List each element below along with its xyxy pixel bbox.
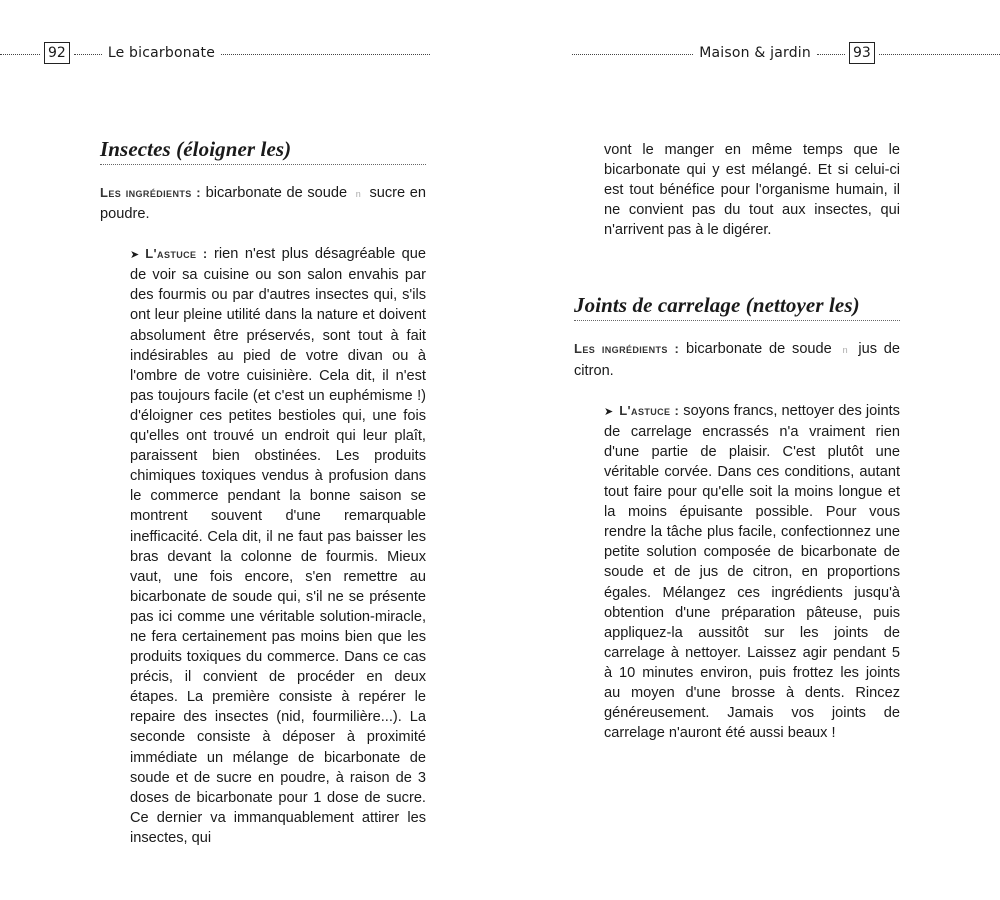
section-heading-insectes: Insectes (éloigner les) bbox=[100, 136, 426, 165]
header-dotted-leader bbox=[0, 54, 40, 55]
left-page-column bbox=[100, 136, 426, 848]
header-dotted-leader bbox=[817, 54, 845, 55]
astuce-text: soyons francs, nettoyer des joints de carrelage encrassés n'a vraiment rien d'une partie de plaisir. C'est plutôt une véritable corvée. Dans ces conditions, autant tout faire pour qu'elle soit la moins longue et la moins épuisante possible. Pour vous rendre la tâche plus facile, confectionnez une petite solution composée de bicarbonate de soude et de jus de citron, en proportions égales. Mélangez ces ingrédients jusqu'à obtention d'une préparation pâteuse, puis appliquez-la aussitôt sur les joints de carrelage à nettoyer. Laissez agir pendant 5 à 10 minutes environ, puis frottez les joints au moyen d'une brosse à dents. Rincez généreusement. Jamais vos joints de carrelage n'auront été aussi beaux ! bbox=[604, 402, 900, 742]
astuce-label: L'astuce : bbox=[619, 402, 680, 418]
astuce-text: rien n'est plus désagréable que de voir sa cuisine ou son salon envahis par des fourmis ou par d'autres insectes qui, s'ils ont leur pleine utilité dans la nature et doivent absolument être préservés, sont tout à fait indésirables au pied de votre divan ou à l'ombre de votre cuisinière. Cela dit, il n'est pas toujours facile (et c'est un euphémisme !) d'éloigner ces petites bestioles qui, une fois qu'elles ont trouvé un endroit qui leur plaît, paraissent bien obstinées. Les produits chimiques toxiques vendus à profusion dans le commerce pendant la bonne saison se montrent souvent d'une remarquable inefficacité. Cela dit, il ne faut pas baisser les bras devant la colonne de fourmis. Mieux vaut, une fois encore, s'en remettre au bicarbonate de soude qui, s'il ne se présente pas ici comme une véritable solution-miracle, ne fera certainement pas moins bien que les produits toxiques du commerce. Dans ce cas précis, il convient de procéder en deux étapes. La première consiste à repérer le repaire des insectes (nid, fourmilière...). La seconde consiste à déposer à proximité immédiate un mélange de bicarbonate de soude et de sucre en poudre, à raison de 3 doses de bicarbonate pour 1 dose de sucre. Ce dernier va immanquablement attirer les insectes, qui bbox=[130, 246, 426, 846]
ingredients-label: Les ingrédients : bbox=[100, 185, 201, 200]
ingredients-paragraph bbox=[100, 183, 426, 224]
header-dotted-leader bbox=[221, 54, 430, 55]
ingredients-paragraph bbox=[574, 339, 900, 380]
left-running-title: Le bicarbonate bbox=[107, 45, 216, 61]
arrow-bullet-icon: ➤ bbox=[604, 405, 614, 418]
right-running-title: Maison & jardin bbox=[699, 45, 811, 61]
right-page-column bbox=[574, 140, 900, 743]
arrow-bullet-icon: ➤ bbox=[130, 249, 140, 262]
ingredient-separator: n bbox=[355, 189, 361, 199]
right-page-number: 93 bbox=[849, 42, 875, 64]
section-joints bbox=[574, 292, 900, 743]
ingredient-item: bicarbonate de soude bbox=[205, 185, 348, 201]
astuce-paragraph bbox=[130, 244, 426, 848]
ingredient-item: sucre en poudre. bbox=[100, 185, 426, 223]
header-dotted-leader bbox=[74, 54, 102, 55]
ingredient-item: bicarbonate de soude bbox=[686, 341, 832, 358]
ingredient-separator: n bbox=[842, 345, 848, 356]
header-dotted-leader bbox=[879, 54, 1000, 55]
header-dotted-leader bbox=[572, 54, 693, 55]
right-running-header bbox=[572, 40, 1000, 66]
astuce-label: L'astuce : bbox=[145, 246, 208, 262]
section-heading-joints: Joints de carrelage (nettoyer les) bbox=[574, 292, 900, 321]
ingredients-label: Les ingrédients : bbox=[574, 341, 680, 357]
left-running-header bbox=[0, 40, 430, 66]
continuation-paragraph: vont le manger en même temps que le bicarbonate qui y est mélangé. Et si celui-ci est tout bénéfice pour l'organisme humain, il ne convient pas du tout aux insectes, qui n'arrivent pas à le digérer. bbox=[604, 142, 900, 239]
ingredient-item: jus de citron. bbox=[574, 341, 900, 379]
astuce-paragraph bbox=[604, 401, 900, 744]
left-page-number: 92 bbox=[44, 42, 70, 64]
